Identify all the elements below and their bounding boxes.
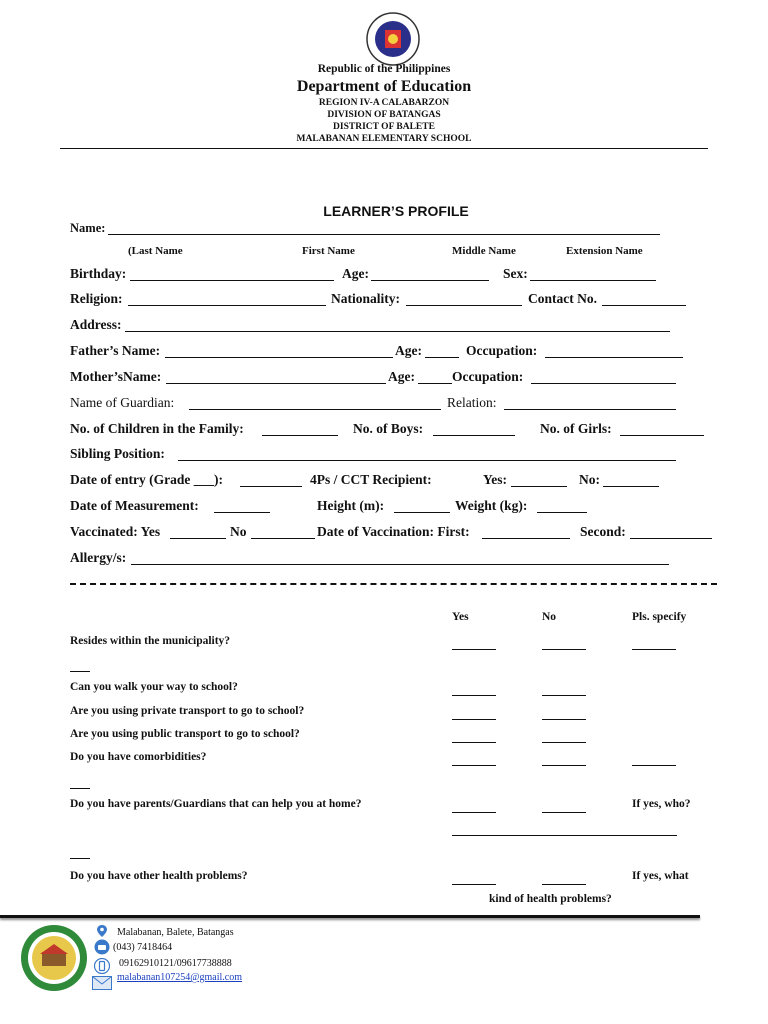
father-occupation-label: Occupation: <box>466 343 538 358</box>
email-icon <box>92 976 112 990</box>
entry-label: Date of entry (Grade ___): <box>70 472 223 487</box>
father-occupation-field[interactable] <box>545 357 683 358</box>
q6-note: If yes, who? <box>632 798 691 810</box>
section-divider <box>70 583 717 585</box>
guardian-field[interactable] <box>189 409 441 410</box>
sex-field[interactable] <box>530 280 656 281</box>
fourps-no-field[interactable] <box>603 486 659 487</box>
measurement-field[interactable] <box>214 512 270 513</box>
relation-label: Relation: <box>447 395 497 410</box>
q5-specify-blank[interactable] <box>632 765 676 766</box>
last-name-caption: (Last Name <box>128 245 183 257</box>
footer-divider <box>0 915 700 918</box>
q1-yes-blank[interactable] <box>452 649 496 650</box>
contact-field[interactable] <box>602 305 686 306</box>
contact-label: Contact No. <box>528 291 597 306</box>
children-field[interactable] <box>262 435 338 436</box>
relation-field[interactable] <box>504 409 676 410</box>
religion-label: Religion: <box>70 291 123 306</box>
republic-text: Republic of the Philippines <box>317 63 451 75</box>
mother-occupation-field[interactable] <box>531 383 676 384</box>
boys-field[interactable] <box>433 435 515 436</box>
q6-no-blank[interactable] <box>542 812 586 813</box>
religion-field[interactable] <box>128 305 326 306</box>
vaccinated-label: Vaccinated: Yes <box>70 524 161 539</box>
q4-no-blank[interactable] <box>542 742 586 743</box>
fourps-yes-label: Yes: <box>483 472 507 487</box>
question-resides: Resides within the municipality? <box>70 635 231 647</box>
height-field[interactable] <box>394 512 450 513</box>
mother-age-label: Age: <box>388 369 415 384</box>
boys-label: No. of Boys: <box>353 421 424 436</box>
weight-label: Weight (kg): <box>455 498 528 513</box>
vaccinated-no-field[interactable] <box>251 538 315 539</box>
fourps-no-label: No: <box>579 472 600 487</box>
q7-yes-blank[interactable] <box>452 884 496 885</box>
vaccination-second-field[interactable] <box>630 538 712 539</box>
fourps-yes-field[interactable] <box>511 486 567 487</box>
department-title: Department of Education <box>296 78 472 95</box>
birthday-label: Birthday: <box>70 266 127 281</box>
weight-field[interactable] <box>537 512 587 513</box>
col-yes-header: Yes <box>452 611 469 623</box>
fourps-label: 4Ps / CCT Recipient: <box>310 472 432 487</box>
question-walk: Can you walk your way to school? <box>70 681 238 693</box>
vaccinated-yes-field[interactable] <box>170 538 226 539</box>
mobile-icon <box>94 958 110 974</box>
father-age-label: Age: <box>395 343 422 358</box>
col-no-header: No <box>542 611 557 623</box>
mother-name-label: Mother’sName: <box>70 369 162 384</box>
question-parents-help: Do you have parents/Guardians that can help you at home? <box>70 798 362 810</box>
division-text: DIVISION OF BATANGAS <box>327 110 441 120</box>
footer-address: Malabanan, Balete, Batangas <box>117 927 234 938</box>
q1-no-blank[interactable] <box>542 649 586 650</box>
q5-yes-blank[interactable] <box>452 765 496 766</box>
allergy-label: Allergy/s: <box>70 550 127 565</box>
header-divider <box>60 148 708 149</box>
q1-specify-blank[interactable] <box>632 649 676 650</box>
footer-email-link[interactable]: malabanan107254@gmail.com <box>117 972 243 983</box>
q2-no-blank[interactable] <box>542 695 586 696</box>
school-text: MALABANAN ELEMENTARY SCHOOL <box>296 134 472 144</box>
vaccination-second-label: Second: <box>580 524 626 539</box>
q7-note-continued: kind of health problems? <box>489 893 612 905</box>
address-field[interactable] <box>125 331 670 332</box>
dash-mark <box>70 858 90 859</box>
sex-label: Sex: <box>503 266 528 281</box>
name-field[interactable] <box>108 234 660 235</box>
sibling-label: Sibling Position: <box>70 446 165 461</box>
allergy-field[interactable] <box>131 564 669 565</box>
location-icon <box>96 924 108 936</box>
name-label: Name: <box>70 221 106 235</box>
q3-yes-blank[interactable] <box>452 719 496 720</box>
q5-no-blank[interactable] <box>542 765 586 766</box>
father-name-field[interactable] <box>165 357 393 358</box>
birthday-field[interactable] <box>130 280 334 281</box>
question-health-problems: Do you have other health problems? <box>70 870 248 882</box>
q7-no-blank[interactable] <box>542 884 586 885</box>
age-field[interactable] <box>371 280 489 281</box>
footer-phone: (043) 7418464 <box>113 942 173 953</box>
q4-yes-blank[interactable] <box>452 742 496 743</box>
question-public-transport: Are you using public transport to go to school? <box>70 728 300 740</box>
dash-mark <box>70 671 90 672</box>
extension-name-caption: Extension Name <box>566 245 643 257</box>
girls-label: No. of Girls: <box>540 421 612 436</box>
vaccinated-no-label: No <box>230 524 247 539</box>
father-name-label: Father’s Name: <box>70 343 161 358</box>
col-specify-header: Pls. specify <box>632 611 687 623</box>
question-comorbidities: Do you have comorbidities? <box>70 751 207 763</box>
measurement-label: Date of Measurement: <box>70 498 199 513</box>
guardian-label: Name of Guardian: <box>70 395 175 410</box>
vaccination-first-field[interactable] <box>482 538 570 539</box>
district-text: DISTRICT OF BALETE <box>333 122 435 132</box>
dash-mark <box>70 788 90 789</box>
phone-icon <box>94 939 110 955</box>
mother-name-field[interactable] <box>166 383 386 384</box>
school-logo <box>20 924 88 992</box>
region-text: REGION IV-A CALABARZON <box>318 98 450 108</box>
footer-mobile: 09162910121/09617738888 <box>119 958 232 969</box>
girls-field[interactable] <box>620 435 704 436</box>
q6-who-field[interactable] <box>452 835 677 836</box>
form-title: LEARNER’S PROFILE <box>323 203 469 219</box>
sibling-field[interactable] <box>178 460 676 461</box>
mother-occupation-label: Occupation: <box>452 369 524 384</box>
address-label: Address: <box>70 317 122 332</box>
deped-seal <box>366 12 420 66</box>
nationality-field[interactable] <box>406 305 522 306</box>
q6-yes-blank[interactable] <box>452 812 496 813</box>
q3-no-blank[interactable] <box>542 719 586 720</box>
father-age-field[interactable] <box>425 357 459 358</box>
middle-name-caption: Middle Name <box>452 245 516 257</box>
mother-age-field[interactable] <box>418 383 452 384</box>
question-private-transport: Are you using private transport to go to school? <box>70 705 305 717</box>
height-label: Height (m): <box>317 498 385 513</box>
first-name-caption: First Name <box>302 245 355 257</box>
nationality-label: Nationality: <box>331 291 400 306</box>
vaccination-date-label: Date of Vaccination: First: <box>317 524 470 539</box>
age-label: Age: <box>342 266 369 281</box>
children-label: No. of Children in the Family: <box>70 421 244 436</box>
q2-yes-blank[interactable] <box>452 695 496 696</box>
q7-note: If yes, what <box>632 870 689 882</box>
entry-field[interactable] <box>240 486 302 487</box>
